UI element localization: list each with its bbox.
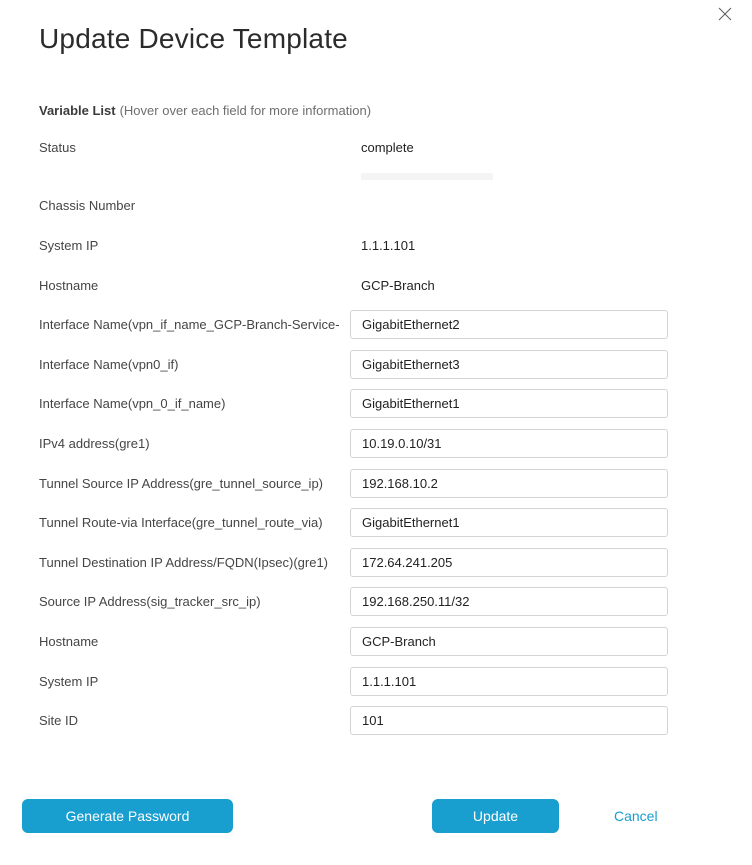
- row-system-ip-input: [0, 661, 752, 701]
- redacted-faint-text: [361, 173, 493, 180]
- row-interface-name-vpn0-if: [0, 345, 752, 385]
- hostname-label: Hostname: [39, 277, 99, 293]
- ipv4-address-gre1-input[interactable]: [350, 429, 668, 458]
- section-hint: (Hover over each field for more information): [119, 103, 372, 118]
- generate-password-button[interactable]: Generate Password: [22, 799, 233, 833]
- close-icon[interactable]: [716, 5, 734, 23]
- system-ip-input[interactable]: [350, 667, 668, 696]
- system-ip-value: 1.1.1.101: [361, 237, 416, 253]
- row-system-ip-static: [0, 225, 752, 265]
- hostname-input-label: Hostname: [39, 634, 99, 650]
- row-status: [0, 127, 752, 167]
- row-hostname-static: [0, 265, 752, 305]
- system-ip-label: System IP: [39, 237, 99, 253]
- row-tunnel-source-ip: [0, 463, 752, 503]
- site-id-label: Site ID: [39, 713, 79, 729]
- dialog-title: Update Device Template: [39, 23, 348, 54]
- tunnel-route-via-label: Tunnel Route-via Interface(gre_tunnel_route_via): [39, 515, 323, 531]
- row-chassis-number: [0, 185, 752, 225]
- section-title: Variable List: [39, 103, 116, 118]
- row-interface-name-service-vpn: [0, 305, 752, 345]
- interface-name-vpn0-if-label: Interface Name(vpn0_if): [39, 356, 179, 372]
- sig-tracker-src-ip-label: Source IP Address(sig_tracker_src_ip): [39, 594, 261, 610]
- hostname-value: GCP-Branch: [361, 277, 435, 293]
- status-label: Status: [39, 139, 76, 155]
- tunnel-source-ip-label: Tunnel Source IP Address(gre_tunnel_source_ip): [39, 475, 324, 491]
- close-x-glyph: [716, 5, 734, 23]
- variable-list-header: [39, 102, 752, 120]
- row-tunnel-route-via: [0, 503, 752, 543]
- sig-tracker-src-ip-input[interactable]: [350, 587, 668, 616]
- row-hostname-input: [0, 622, 752, 662]
- tunnel-route-via-input[interactable]: [350, 508, 668, 537]
- hostname-input[interactable]: [350, 627, 668, 656]
- variable-list: [0, 127, 752, 741]
- interface-name-vpn-0-if-name-input[interactable]: [350, 389, 668, 418]
- row-faint-redacted: [0, 167, 752, 185]
- system-ip-input-label: System IP: [39, 673, 99, 689]
- row-ipv4-address-gre1: [0, 424, 752, 464]
- tunnel-destination-label: Tunnel Destination IP Address/FQDN(Ipsec)(gre1): [39, 554, 329, 570]
- tunnel-source-ip-input[interactable]: [350, 469, 668, 498]
- interface-name-service-vpn-label: Interface Name(vpn_if_name_GCP-Branch-Service-: [39, 317, 340, 333]
- site-id-input[interactable]: [350, 706, 668, 735]
- row-tunnel-destination: [0, 543, 752, 583]
- row-interface-name-vpn-0-if-name: [0, 384, 752, 424]
- status-value: complete: [361, 139, 414, 155]
- row-sig-tracker-src-ip: [0, 582, 752, 622]
- interface-name-service-vpn-input[interactable]: [350, 310, 668, 339]
- interface-name-vpn0-if-input[interactable]: [350, 350, 668, 379]
- tunnel-destination-input[interactable]: [350, 548, 668, 577]
- update-button[interactable]: Update: [432, 799, 559, 833]
- interface-name-vpn-0-if-name-label: Interface Name(vpn_0_if_name): [39, 396, 226, 412]
- chassis-number-label: Chassis Number: [39, 197, 136, 213]
- row-site-id: [0, 701, 752, 741]
- dialog-footer: [0, 799, 752, 833]
- ipv4-address-gre1-label: IPv4 address(gre1): [39, 436, 150, 452]
- cancel-link[interactable]: Cancel: [614, 808, 658, 824]
